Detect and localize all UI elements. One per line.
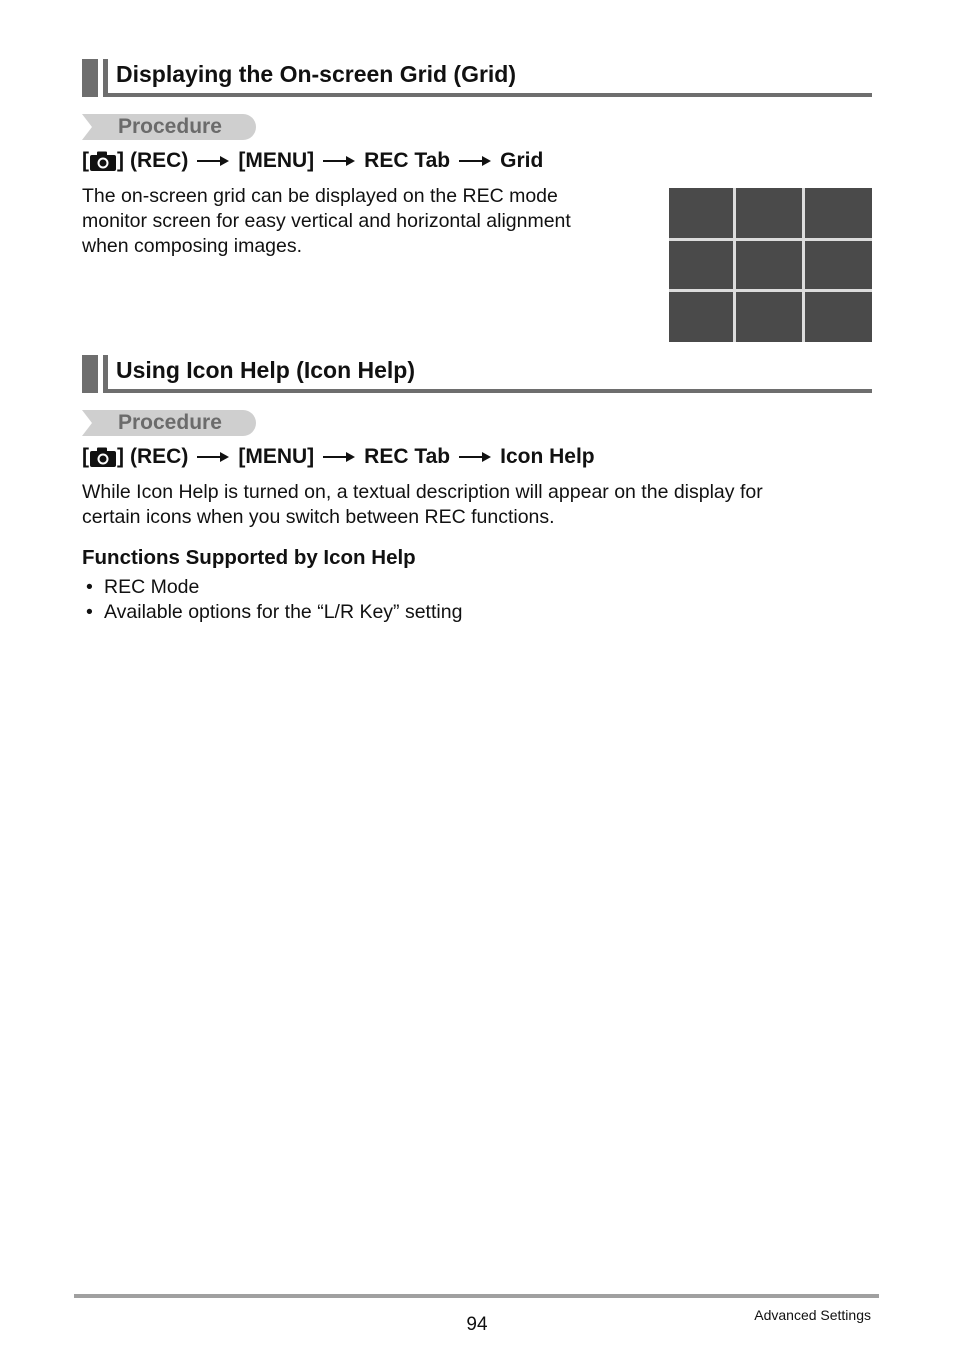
section-title: Displaying the On-screen Grid (Grid) (116, 61, 517, 87)
path-step: Grid (500, 149, 544, 172)
arrow-right-icon (196, 155, 230, 167)
camera-icon (89, 446, 117, 468)
procedure-notch (82, 114, 92, 140)
grid-cell (669, 292, 733, 342)
grid-cell (736, 292, 802, 342)
path-step: REC Tab (364, 445, 451, 468)
arrow-right-icon (322, 155, 356, 167)
grid-illustration (669, 188, 872, 342)
body-line: While Icon Help is turned on, a textual description will appear on the display for (82, 481, 763, 503)
procedure-label: Procedure (118, 115, 222, 138)
body-line: certain icons when you switch between REC functions. (82, 506, 555, 528)
grid-cell (669, 241, 733, 289)
bullet-icon: • (86, 576, 93, 598)
arrow-right-icon (196, 451, 230, 463)
arrow-right-icon (458, 155, 492, 167)
page-number: 94 (466, 1314, 488, 1335)
camera-icon (89, 150, 117, 172)
menu-path-icon-help (82, 445, 595, 469)
grid-cell (805, 292, 872, 342)
subheading-functions: Functions Supported by Icon Help (82, 546, 416, 569)
menu-path-grid (82, 149, 543, 173)
bracket-open: [ (82, 445, 89, 468)
heading-underline (103, 389, 872, 393)
section-title: Using Icon Help (Icon Help) (116, 357, 416, 383)
path-step: Icon Help (500, 445, 595, 468)
heading-bar-decoration (82, 59, 98, 97)
heading-bar-decoration (82, 355, 98, 393)
bullet-icon: • (86, 601, 93, 623)
grid-cell (805, 188, 872, 238)
procedure-badge (82, 114, 256, 140)
bracket-open: [ (82, 149, 89, 172)
path-step: (REC) (130, 445, 189, 468)
list-item-text: REC Mode (104, 576, 200, 598)
bracket-close: ] (117, 149, 124, 172)
heading-bar-decoration (103, 355, 108, 393)
functions-list (86, 575, 462, 625)
list-item (86, 575, 462, 600)
footer-rule (74, 1294, 879, 1298)
path-step: [MENU] (238, 149, 315, 172)
procedure-notch (82, 410, 92, 436)
body-line: when composing images. (82, 235, 303, 257)
section2-body (82, 480, 872, 530)
footer-section-label: Advanced Settings (754, 1307, 871, 1323)
arrow-right-icon (322, 451, 356, 463)
path-step: [MENU] (238, 445, 315, 468)
procedure-badge (82, 410, 256, 436)
section1-body (82, 184, 642, 259)
grid-cell (805, 241, 872, 289)
list-item-text: Available options for the “L/R Key” setting (104, 601, 463, 623)
arrow-right-icon (458, 451, 492, 463)
path-step: (REC) (130, 149, 189, 172)
body-line: The on-screen grid can be displayed on the REC mode (82, 185, 558, 207)
grid-cell (669, 188, 733, 238)
body-line: monitor screen for easy vertical and horizontal alignment (82, 210, 571, 232)
bracket-close: ] (117, 445, 124, 468)
procedure-label: Procedure (118, 411, 222, 434)
heading-underline (103, 93, 872, 97)
section-heading-grid (82, 59, 872, 97)
section-heading-icon-help (82, 355, 872, 393)
grid-cell (736, 241, 802, 289)
list-item (86, 600, 462, 625)
path-step: REC Tab (364, 149, 451, 172)
heading-bar-decoration (103, 59, 108, 97)
grid-cell (736, 188, 802, 238)
